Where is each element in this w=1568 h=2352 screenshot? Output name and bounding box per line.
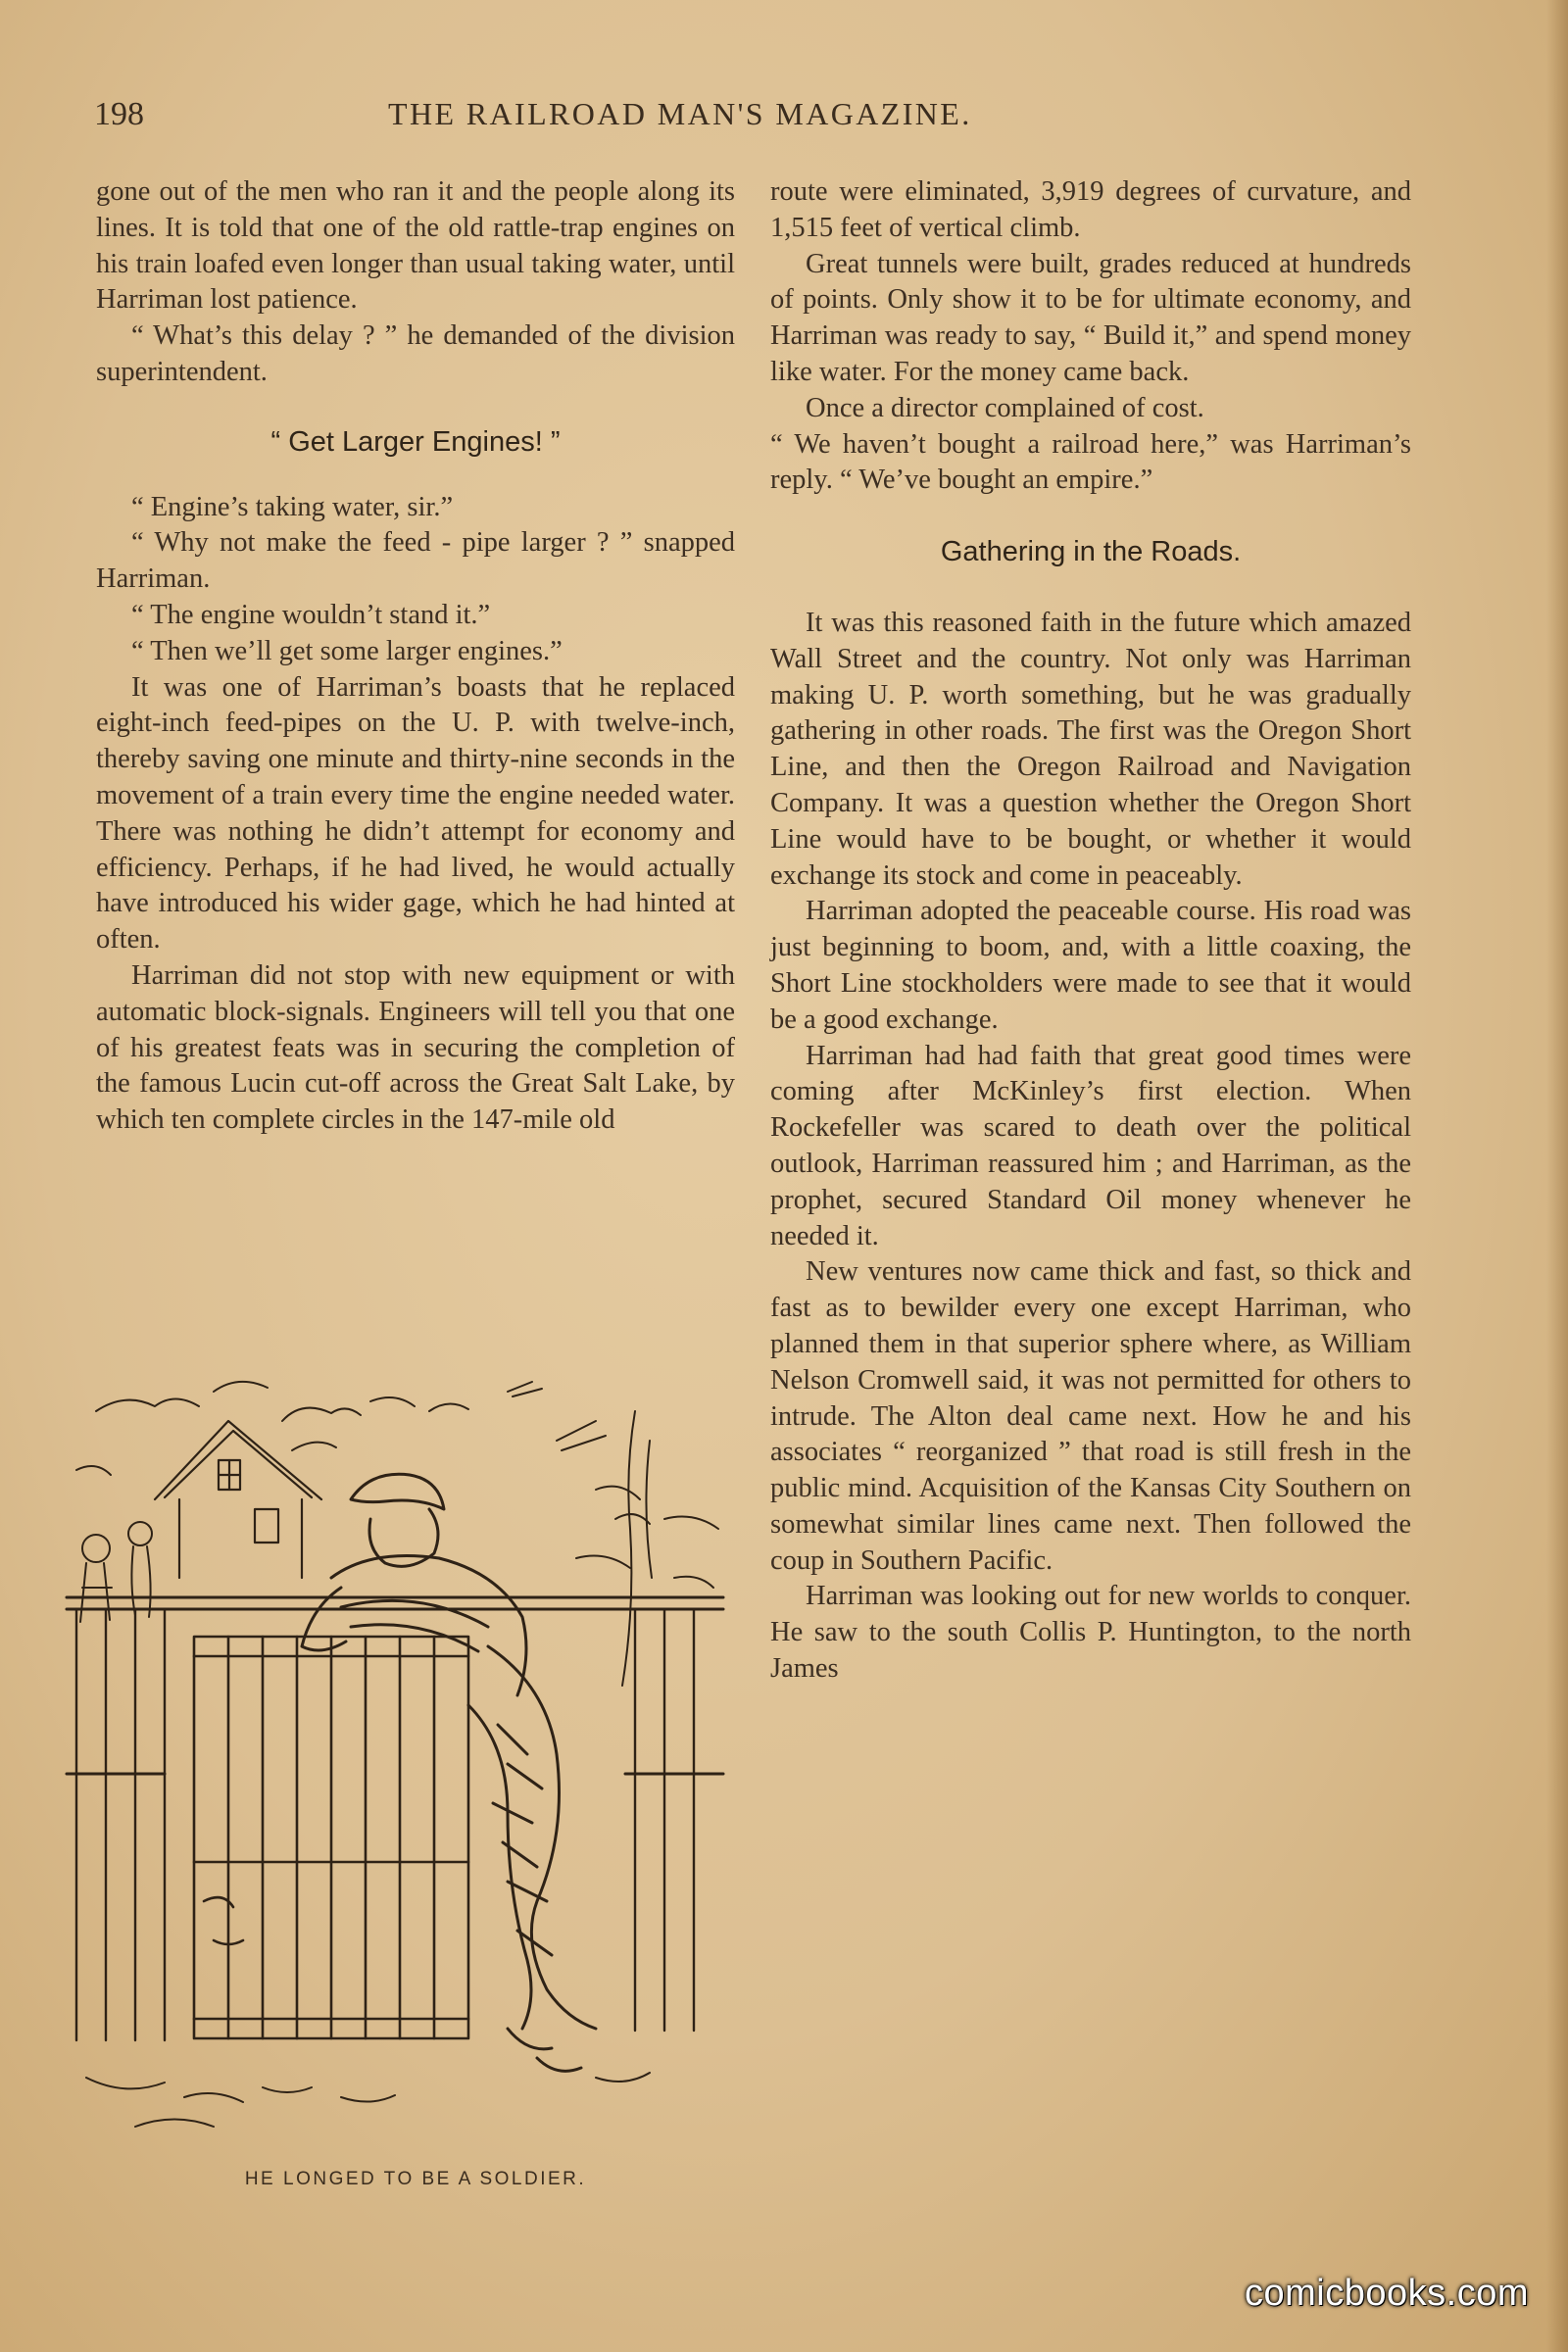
illustration-boy-at-fence [47, 1352, 745, 2156]
watermark-logo: comicbooks.com [1245, 2273, 1529, 2314]
paragraph: “ Engine’s taking water, sir.” [131, 491, 454, 522]
paragraph: “ Then we’ll get some larger engines.” [131, 635, 563, 666]
paragraph: route were eliminated, 3,919 degrees of curvature, and 1,515 feet of vertical climb. [770, 176, 1411, 243]
page-edge-shadow [1546, 0, 1568, 2352]
running-title: THE RAILROAD MAN'S MAGAZINE. [388, 96, 972, 131]
paragraph: Once a director complained of cost. [806, 392, 1204, 423]
left-column [96, 174, 735, 1139]
paragraph: “ The engine wouldn’t stand it.” [131, 599, 491, 630]
paragraph: It was this reasoned faith in the future which amazed Wall Street and the country. Not only was Harriman making U. P. worth something, but he was gradually gathering in other roads. The first was the Oregon Short Line, and then the Oregon Railroad and Navigation Company. It was a question whether the Oregon Short Line would have to be bought, or whether it would exchange its stock and come in peaceably. [770, 607, 1411, 891]
page-header [94, 96, 1437, 145]
paragraph: It was one of Harriman’s boasts that he replaced eight-inch feed-pipes on the U. P. with twelve-inch, thereby saving one minute and thirty-nine seconds in the movement of a train every time the engine needed water. There was nothing he didn’t attempt for economy and efficiency. Perhaps, if he had lived, he would actually have introduced his wider gage, which he had hinted at often. [96, 671, 735, 956]
right-column [770, 174, 1411, 1688]
paragraph: “ Why not make the feed - pipe larger ? ” snapped Harriman. [96, 527, 735, 595]
paragraph: Great tunnels were built, grades reduced at hundreds of points. Only show it to be for ultimate economy, and Harriman was ready to say, “ Build it,” and spend money like water. For the money came back. [770, 248, 1411, 387]
paragraph: gone out of the men who ran it and the people along its lines. It is told that one of the old rattle-trap engines on his train loafed even longer than usual taking water, until Harriman lost patience. [96, 176, 735, 316]
section-heading: Gathering in the Roads. [940, 536, 1242, 568]
paragraph: “ What’s this delay ? ” he demanded of the division superintendent. [96, 320, 735, 387]
paragraph: Harriman adopted the peaceable course. His road was just beginning to boom, and, with a little coaxing, the Short Line stockholders were made to see that it would be a good exchange. [770, 896, 1411, 1035]
paragraph: Harriman had had faith that great good times were coming after McKinley’s first election. When Rockefeller was scared to death over the political outlook, Harriman reassured him ; and Harriman, as the prophet, secured Standard Oil money whenever he needed it. [770, 1040, 1411, 1251]
illustration-caption: HE LONGED TO BE A SOLDIER. [244, 2169, 587, 2189]
paragraph: “ We haven’t bought a railroad here,” was Harriman’s reply. “ We’ve bought an empire.” [770, 428, 1411, 496]
paragraph: New ventures now came thick and fast, so thick and fast as to bewilder every one except Harriman, who planned them in that superior sphere where, as William Nelson Cromwell said, it was not permitted for others to intrude. The Alton deal came next. How he and his associates “ reorganized ” that road is still fresh in the public mind. Acquisition of the Kansas City Southern on somewhat similar lines came next. Then followed the coup in Southern Pacific. [770, 1256, 1411, 1576]
paragraph: Harriman did not stop with new equipment or with automatic block-signals. Engineers will tell you that one of his greatest feats was in securing the completion of the famous Lucin cut-off across the Great Salt Lake, by which ten complete circles in the 147-mile old [96, 959, 735, 1136]
paragraph: Harriman was looking out for new worlds to conquer. He saw to the south Collis P. Huntington, to the north James [770, 1581, 1411, 1685]
page-number: 198 [94, 96, 144, 132]
section-heading: “ Get Larger Engines! ” [270, 425, 561, 458]
